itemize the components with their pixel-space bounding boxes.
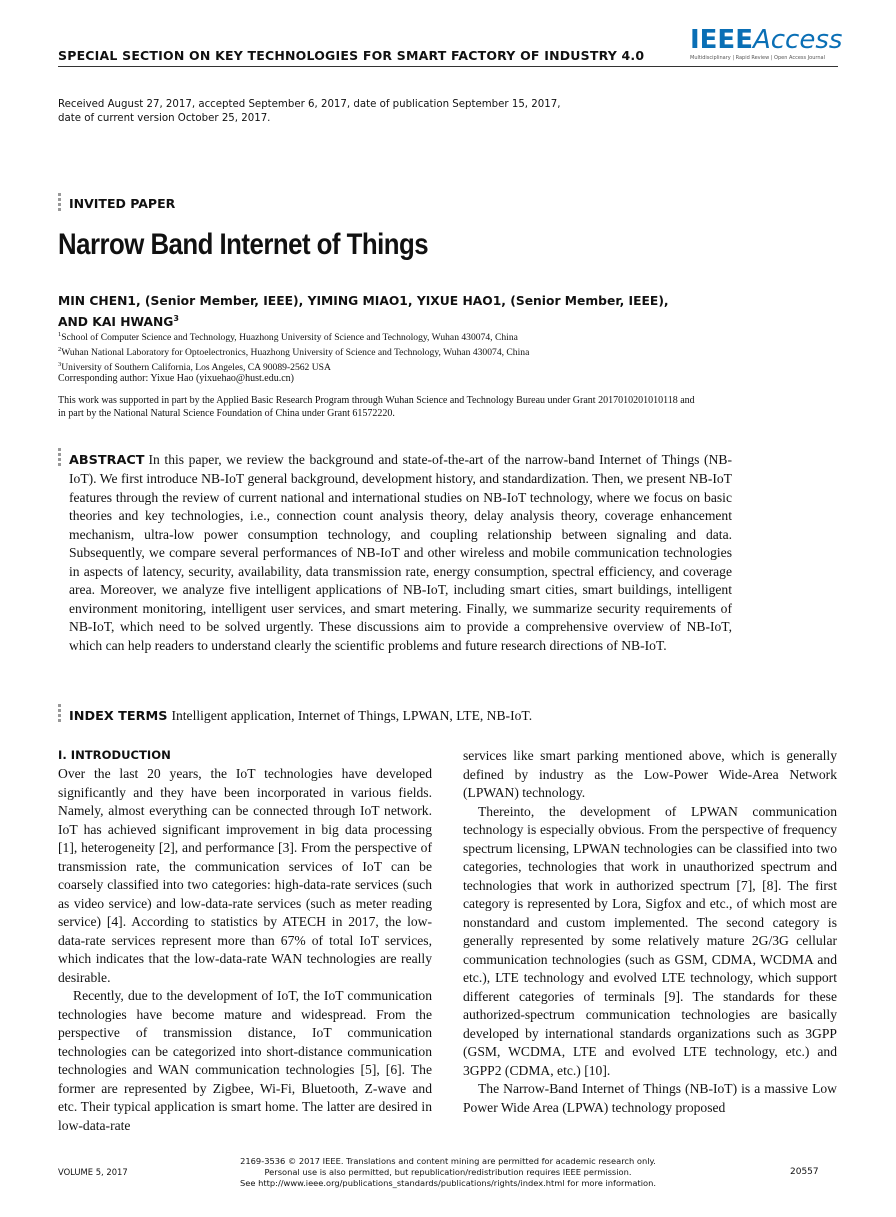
corresponding-author: Corresponding author: Yixue Hao (yixuehao@hust.edu.cn) [58,373,295,384]
paragraph: The Narrow-Band Internet of Things (NB-IoT) is a massive Low Power Wide Area (LPWA) technology proposed [463,1081,837,1115]
authors-line-1: MIN CHEN1, (Senior Member, IEEE), YIMING MIAO1, YIXUE HAO1, (Senior Member, IEEE), [58,294,669,308]
footer-line-2: Personal use is also permitted, but republication/redistribution requires IEEE permission. [264,1167,632,1177]
affiliation-item: $^1$School of Computer Science and Technology, Huazhong University of Science and Technology, Wuhan 430074, China [58,331,518,344]
section-title-introduction: I. INTRODUCTION [58,748,171,762]
publication-dates [58,98,578,126]
paragraph: Over the last 20 years, the IoT technologies have developed significantly and they have been incorporated in various fields. Namely, almost everything can be connected through IoT network. IoT has achieved significant improvement in big data processing [1], heterogeneity [2], and performance [3]. From the perspective of transmission rate, the communication services of IoT can be coarsely classified into two categories: high-data-rate services (such as video service) and low-data-rate services (such as meter reading service) [4]. According to statistics by ATECH in 2017, the low-data-rate services represent more than 67% of total IoT services, which indicates that the low-data-rate WAN technologies are really desirable. [58,766,432,985]
footer-line-3: See http://www.ieee.org/publications_standards/publications/rights/index.html for more information. [240,1178,656,1188]
footer-copyright [218,1156,678,1189]
dates-line-1: Received August 27, 2017, accepted September 6, 2017, date of publication September 15, 2017, [58,99,561,110]
abstract-label: ABSTRACT [69,453,145,468]
affiliation-item: $^3$University of Southern California, Los Angeles, CA 90089-2562 USA [58,360,331,373]
authors-line-2: AND KAI HWANG [58,315,174,330]
abstract-text: In this paper, we review the background and state-of-the-art of the narrow-band Internet of Things (NB-IoT). We first introduce NB-IoT general background, development history, and standardization. Then, we present NB-IoT features through the review of current national and international studies on NB-IoT technology, where we focus on basic theories and key technologies, i.e., connection count analysis theory, delay analysis theory, coverage enhancement mechanism, ultra-low power consumption technology, and coupling relationship between signaling and data. Subsequently, we compare several performances of NB-IoT and other wireless and mobile communication technologies in aspects of latency, security, availability, data transmission rate, energy consumption, spectral efficiency, and coverage area. Moreover, we analyze five intelligent applications of NB-IoT, including smart cities, smart buildings, intelligent environment monitoring, intelligent user services, and smart metering. Finally, we summarize security requirements of NB-IoT, which need to be solved urgently. These discussions aim to provide a comprehensive overview of NB-IoT, which can help readers to understand clearly the scientific problems and future research directions of NB-IoT. [69,452,732,653]
body-column-right [463,747,837,1117]
logo-access-text: Access [752,25,843,55]
invited-marker-dots [58,193,61,213]
paragraph: Recently, due to the development of IoT, the IoT communication technologies have become mature and widespread. From the perspective of transmission distance, IoT communication technologies can be categorized into short-distance communication technologies and WAN communication technologies [5], [6]. The former are represented by Zigbee, Wi-Fi, Bluetooth, Z-wave and etc. Their typical application is smart home. The latter are desired in low-data-rate [58,988,432,1133]
paper-type-label: INVITED PAPER [69,196,176,211]
ieee-access-logo [690,25,843,61]
index-terms-label: INDEX TERMS [69,709,168,724]
section-heading: SPECIAL SECTION ON KEY TECHNOLOGIES FOR SMART FACTORY OF INDUSTRY 4.0 [58,48,645,63]
abstract-marker-dots [58,448,61,468]
paragraph: Thereinto, the development of LPWAN communication technology is especially obvious. From the perspective of frequency spectrum licensing, LPWAN technologies can be classified into two categories, technologies that work in unauthorized spectrum and technologies that work in authorized spectrum [7], [8]. The first category is represented by Lora, Sigfox and etc., of which most are nonstandard and custom implemented. The second category is generally represented by some relatively mature 2G/3G cellular communication technologies (such as GSM, CDMA, WCDMA and etc.), LTE technology and evolved LTE technology, which support different categories of terminals [9]. The standards for these authorized-spectrum communication technologies are basically developed by international standards organizations such as 3GPP (GSM, WCDMA, LTE and evolved LTE technology, etc.) and 3GPP2 (CDMA, etc.) [10]. [463,803,837,1078]
authors-line-2-sup: 3 [173,314,179,323]
author-list [58,292,838,331]
footer-volume: VOLUME 5, 2017 [58,1167,128,1177]
dates-line-2: date of current version October 25, 2017. [58,113,271,124]
abstract [69,451,732,655]
affiliations [58,329,838,373]
body-column-left [58,747,432,1135]
paper-title: Narrow Band Internet of Things [58,228,429,261]
footer-page-number: 20557 [790,1167,819,1177]
logo-tagline: Multidisciplinary | Rapid Review | Open Access Journal [690,55,825,61]
affiliation-item: $^2$Wuhan National Laboratory for Optoelectronics, Huazhong University of Science and Technology, Wuhan 430074, China [58,345,530,358]
funding-note: This work was supported in part by the Applied Basic Research Program through Wuhan Science and Technology Bureau under Grant 2017010201010118 and in part by the National Natural Science Foundation of China under Grant 61572220. [58,395,695,419]
index-terms-text: Intelligent application, Internet of Things, LPWAN, LTE, NB-IoT. [171,708,533,723]
paragraph: services like smart parking mentioned above, which is generally defined by industry as the Low-Power Wide-Area Network (LPWAN) technology. [463,748,837,800]
index-terms-marker-dots [58,704,61,724]
header-divider [58,66,838,67]
footer-line-1: 2169-3536 © 2017 IEEE. Translations and content mining are permitted for academic research only. [240,1156,656,1166]
logo-ieee-text: IEEE [690,25,753,55]
index-terms [69,707,732,726]
